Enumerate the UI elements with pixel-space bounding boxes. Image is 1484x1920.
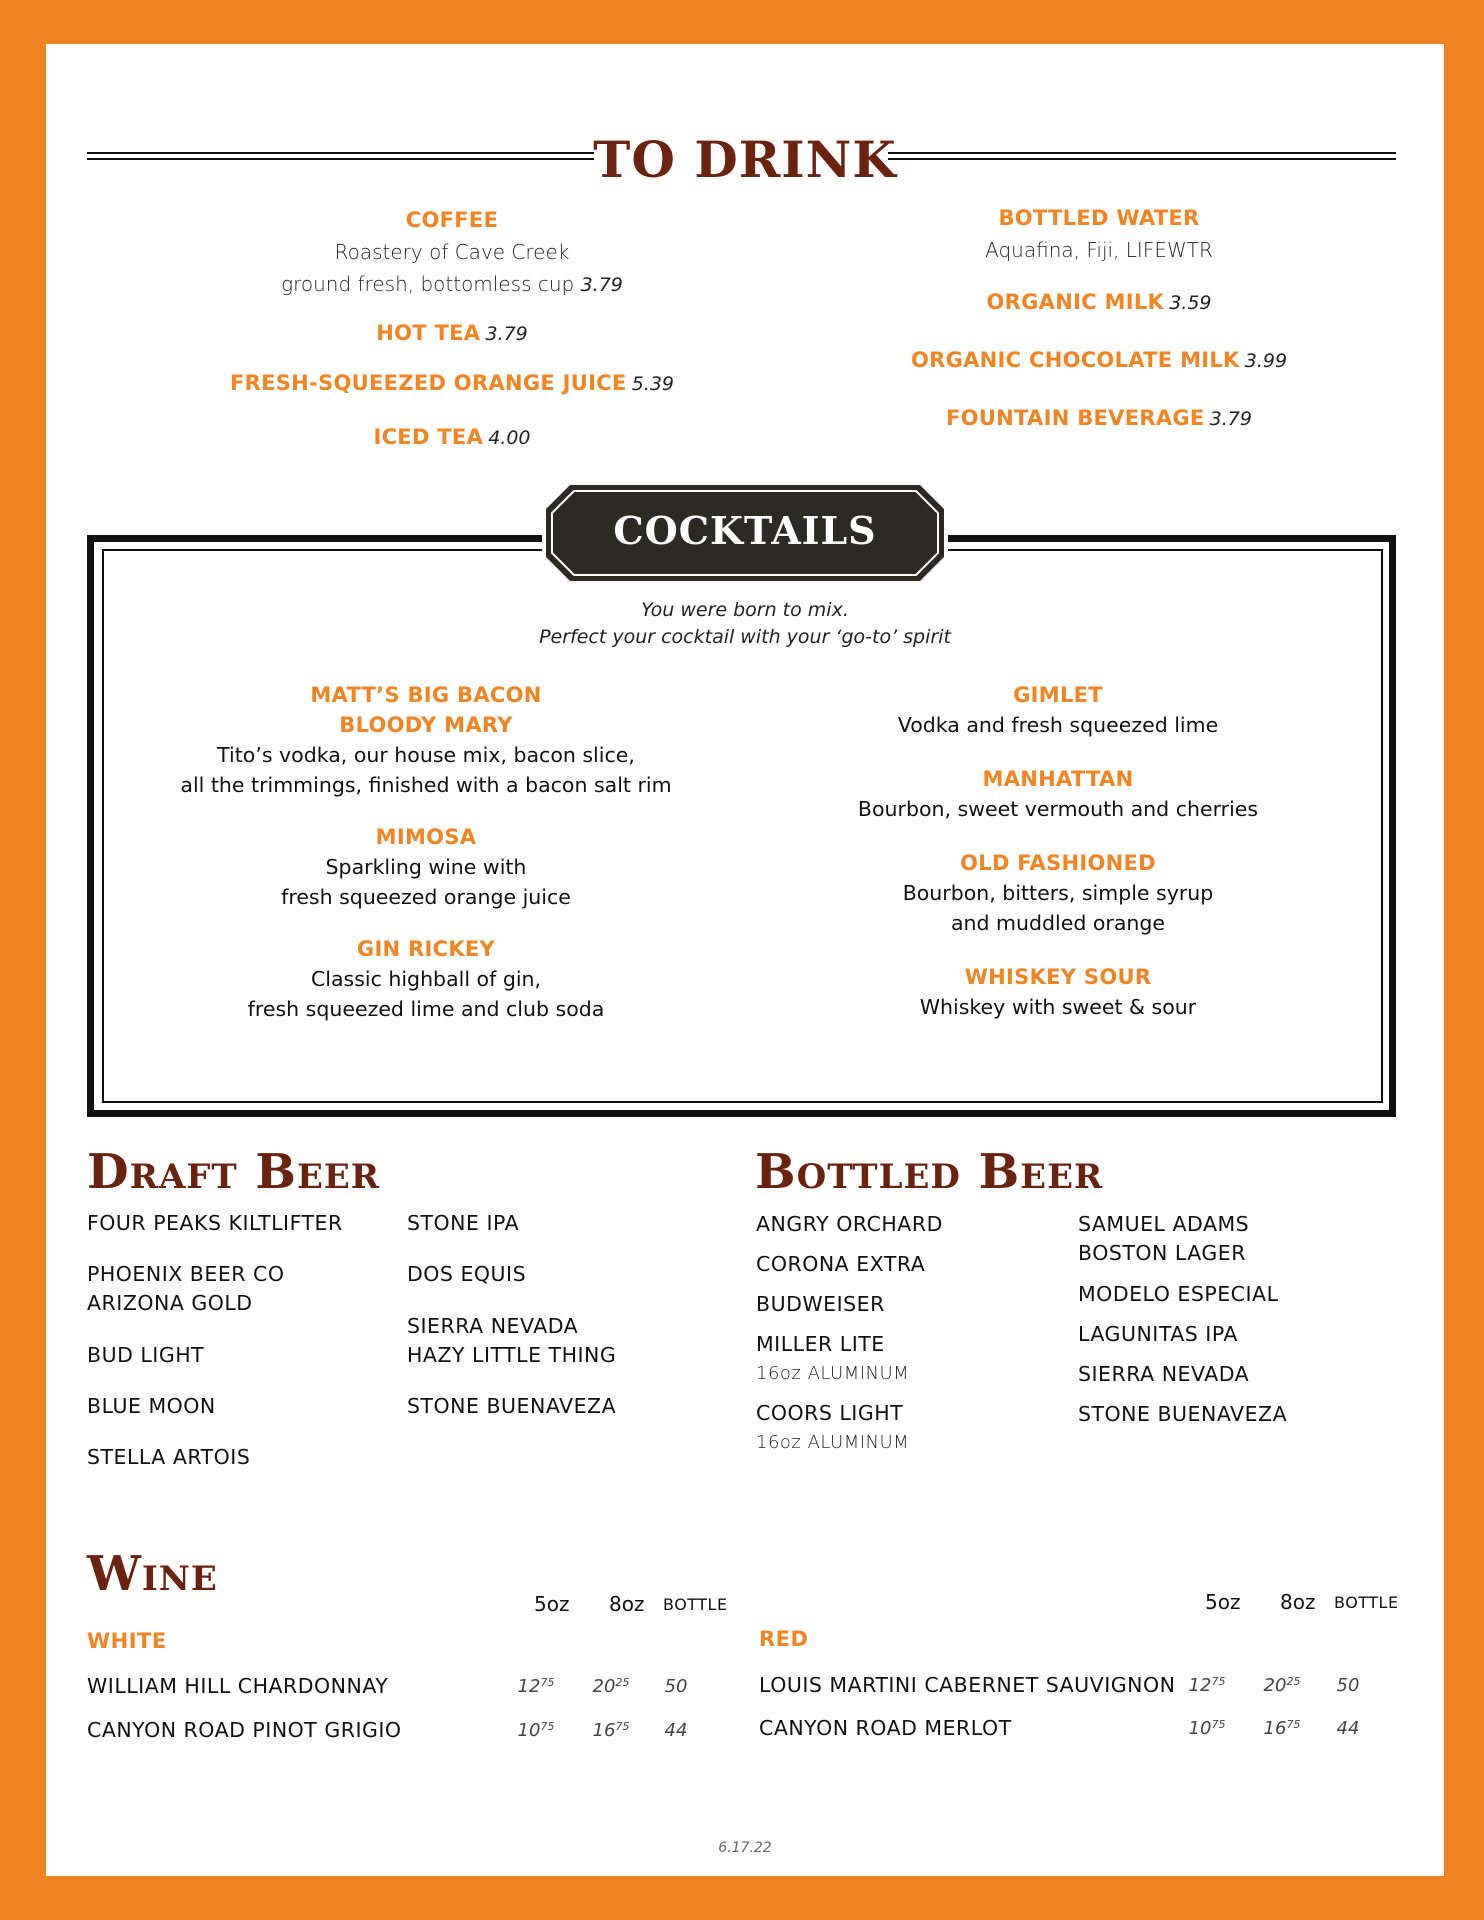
wine-price-8oz: $20^{25}$ xyxy=(592,1676,630,1697)
drinks-right-column xyxy=(789,202,1409,430)
bottled-beer-item: ANGRY ORCHARD xyxy=(756,1212,943,1236)
footer-date: 6.17.22 xyxy=(718,1840,772,1856)
wine-name: WILLIAM HILL CHARDONNAY xyxy=(87,1674,389,1698)
bottled-beer-note: 16oz ALUMINUM xyxy=(756,1363,910,1384)
wine-price-8oz: $16^{75}$ xyxy=(1263,1718,1301,1739)
drinks-left-column xyxy=(142,204,762,449)
draft-beer-item: PHOENIX BEER CO xyxy=(87,1262,285,1286)
bottled-beer-item: SAMUEL ADAMS xyxy=(1078,1212,1250,1236)
wine-price-bottle: 44 xyxy=(1336,1718,1360,1739)
cocktail-name: MANHATTAN xyxy=(982,767,1134,791)
wine-name: CANYON ROAD MERLOT xyxy=(759,1716,1012,1740)
drink-item: FRESH-SQUEEZED ORANGE JUICE 5.39 xyxy=(230,371,674,395)
menu-page xyxy=(46,44,1444,1876)
cocktails-left-column xyxy=(146,680,706,1024)
drink-desc: ground fresh, bottomless cup 3.79 xyxy=(281,272,623,296)
wine-price-8oz: $20^{25}$ xyxy=(1263,1675,1301,1696)
bottled-beer-item: CORONA EXTRA xyxy=(756,1252,926,1276)
wine-price-5oz: $12^{75}$ xyxy=(1188,1675,1226,1696)
wine-category-red: RED xyxy=(759,1627,809,1651)
cocktail-desc: Bourbon, bitters, simple syrup xyxy=(902,881,1214,905)
bottled-beer-item: SIERRA NEVADA xyxy=(1078,1362,1250,1386)
wine-col-5oz: 5oz xyxy=(1205,1590,1241,1614)
to-drink-title: TO DRINK xyxy=(593,130,897,189)
wine-name: CANYON ROAD PINOT GRIGIO xyxy=(87,1718,402,1742)
draft-beer-item: BLUE MOON xyxy=(87,1394,216,1418)
wine-price-8oz: $16^{75}$ xyxy=(592,1720,630,1741)
cocktail-name: MIMOSA xyxy=(375,825,477,849)
cocktail-desc: Classic highball of gin, xyxy=(310,967,542,991)
drink-item: HOT TEA 3.79 xyxy=(376,321,528,345)
wine-price-bottle: 50 xyxy=(664,1676,688,1697)
bottled-beer-note: 16oz ALUMINUM xyxy=(756,1432,910,1453)
draft-beer-item: DOS EQUIS xyxy=(407,1262,527,1286)
bottled-beer-title: Bottled Beer xyxy=(755,1144,1104,1200)
draft-beer-item: STONE IPA xyxy=(407,1211,520,1235)
cocktail-name: WHISKEY SOUR xyxy=(964,965,1152,989)
wine-price-bottle: 44 xyxy=(664,1720,688,1741)
wine-col-bottle: BOTTLE xyxy=(1334,1593,1399,1612)
bottled-beer-item: BOSTON LAGER xyxy=(1078,1241,1246,1265)
draft-beer-item: ARIZONA GOLD xyxy=(87,1291,253,1315)
draft-beer-item: STONE BUENAVEZA xyxy=(407,1394,617,1418)
wine-title: Wine xyxy=(87,1546,218,1602)
cocktail-name: BLOODY MARY xyxy=(339,713,513,737)
cocktail-desc: Sparkling wine with xyxy=(325,855,527,879)
drink-item: ORGANIC CHOCOLATE MILK 3.99 xyxy=(910,348,1288,372)
cocktails-title: COCKTAILS xyxy=(613,508,877,553)
bottled-beer-item: LAGUNITAS IPA xyxy=(1078,1322,1238,1346)
wine-col-8oz: 8oz xyxy=(1280,1590,1316,1614)
cocktail-desc: Vodka and fresh squeezed lime xyxy=(897,713,1219,737)
cocktail-desc: fresh squeezed orange juice xyxy=(281,885,571,909)
draft-beer-item: BUD LIGHT xyxy=(87,1343,205,1367)
bottled-beer-item: MODELO ESPECIAL xyxy=(1078,1282,1279,1306)
cocktail-desc: Bourbon, sweet vermouth and cherries xyxy=(857,797,1259,821)
wine-col-bottle: BOTTLE xyxy=(663,1595,728,1614)
drink-name: BOTTLED WATER xyxy=(998,206,1200,230)
bottled-beer-item: STONE BUENAVEZA xyxy=(1078,1402,1288,1426)
draft-beer-item: STELLA ARTOIS xyxy=(87,1445,251,1469)
drink-item: ORGANIC MILK 3.59 xyxy=(986,290,1212,314)
wine-price-5oz: $10^{75}$ xyxy=(517,1720,555,1741)
cocktail-desc: and muddled orange xyxy=(950,911,1166,935)
drink-desc: Aquafina, Fiji, LIFEWTR xyxy=(985,238,1213,262)
wine-col-5oz: 5oz xyxy=(534,1592,570,1616)
bottled-beer-item: BUDWEISER xyxy=(756,1292,885,1316)
wine-price-5oz: $12^{75}$ xyxy=(517,1676,555,1697)
draft-beer-item: SIERRA NEVADA xyxy=(407,1314,579,1338)
wine-name: LOUIS MARTINI CABERNET SAUVIGNON xyxy=(759,1673,1176,1697)
cocktail-name: GIMLET xyxy=(1013,683,1103,707)
draft-beer-title: Draft Beer xyxy=(87,1144,381,1200)
bottled-beer-item: MILLER LITE xyxy=(756,1332,885,1356)
wine-col-8oz: 8oz xyxy=(609,1592,645,1616)
cocktail-desc: fresh squeezed lime and club soda xyxy=(247,997,605,1021)
drink-item: ICED TEA 4.00 xyxy=(373,425,531,449)
wine-price-bottle: 50 xyxy=(1336,1675,1360,1696)
cocktails-tagline: Perfect your cocktail with your ‘go-to’ spirit xyxy=(539,626,951,648)
draft-beer-item: FOUR PEAKS KILTLIFTER xyxy=(87,1211,343,1235)
cocktail-desc: Whiskey with sweet & sour xyxy=(919,995,1197,1019)
wine-category-white: WHITE xyxy=(87,1629,167,1653)
drink-desc: Roastery of Cave Creek xyxy=(334,240,570,264)
cocktail-desc: Tito’s vodka, our house mix, bacon slice, xyxy=(217,743,635,767)
bottled-beer-item: COORS LIGHT xyxy=(756,1401,904,1425)
cocktail-name: GIN RICKEY xyxy=(356,937,496,961)
cocktails-tagline: You were born to mix. xyxy=(641,599,849,621)
drink-name: COFFEE xyxy=(405,208,499,232)
wine-price-5oz: $10^{75}$ xyxy=(1188,1718,1226,1739)
drink-item: FOUNTAIN BEVERAGE 3.79 xyxy=(946,406,1252,430)
cocktail-name: OLD FASHIONED xyxy=(960,851,1156,875)
cocktails-right-column xyxy=(778,680,1338,1022)
cocktail-name: MATT’S BIG BACON xyxy=(310,683,542,707)
draft-beer-item: HAZY LITTLE THING xyxy=(407,1343,617,1367)
cocktail-desc: all the trimmings, finished with a bacon salt rim xyxy=(180,773,672,797)
